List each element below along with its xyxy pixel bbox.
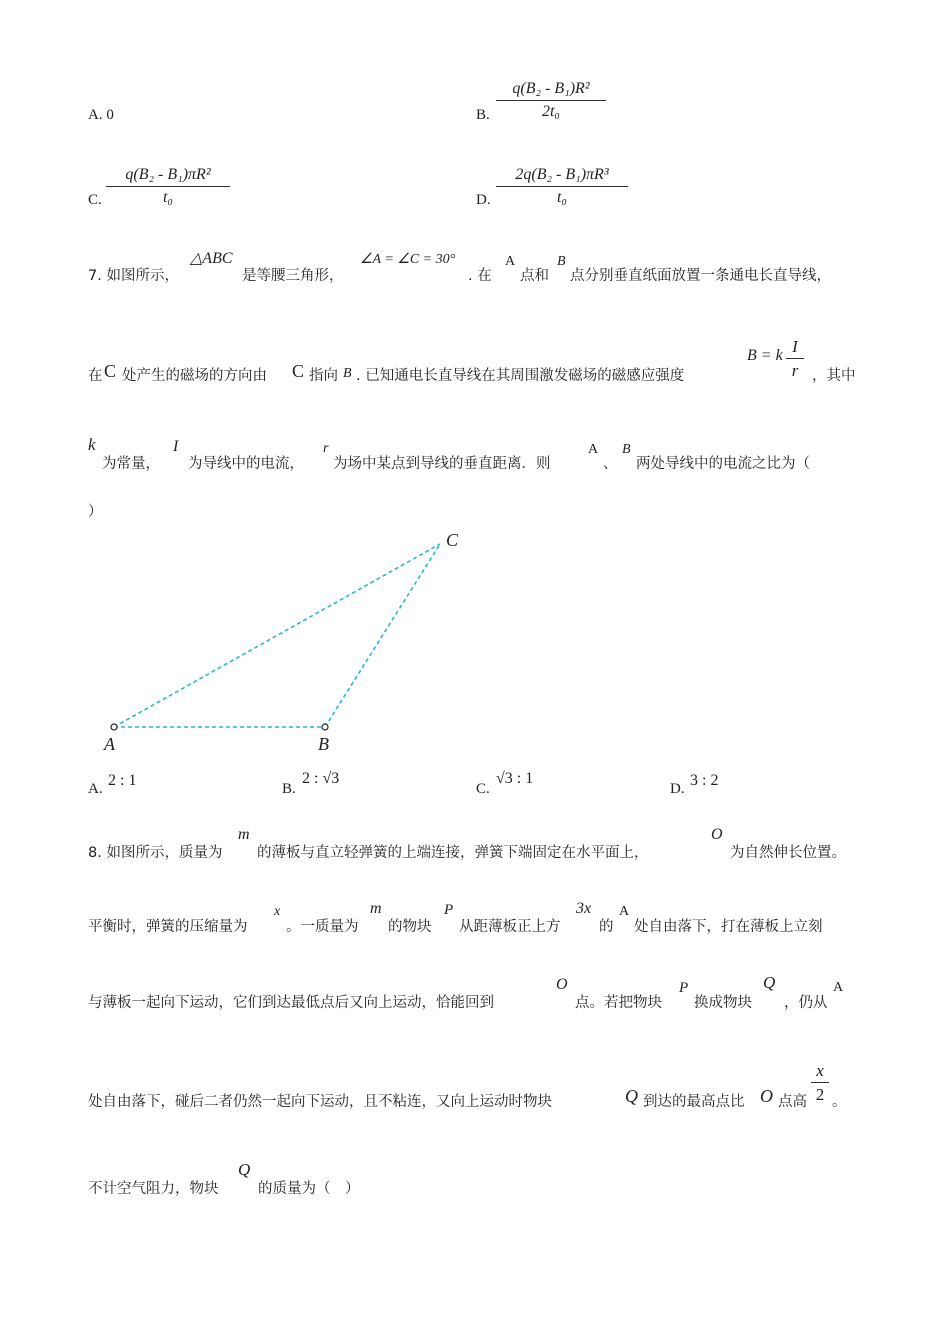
q7-text: 指向 [309, 368, 338, 384]
formula-denominator: r [791, 361, 799, 380]
option-a-label: A. [88, 781, 103, 797]
q7-text: 为场中某点到导线的垂直距离．则 [333, 456, 551, 472]
formula-i-over-r [786, 337, 804, 381]
q8-text: 到达的最高点比 [643, 1094, 745, 1110]
q7-prefix: 7. 如图所示， [88, 268, 179, 284]
q7-text: 是等腰三角形， [242, 268, 344, 284]
q8-text: 8. 如图所示，质量为 [88, 845, 223, 861]
q8-text: 不计空气阻力，物块 [88, 1181, 219, 1197]
option-b-6-formula [496, 80, 606, 121]
q8-text: 处自由落下，打在薄板上立刻 [634, 919, 823, 935]
segment-bc [325, 544, 440, 727]
q7-text: 点和 [520, 268, 549, 284]
option-c-value: √3 : 1 [496, 770, 534, 787]
q8-text: 换成物块 [694, 995, 752, 1011]
q8-text: 平衡时，弹簧的压缩量为 [88, 919, 248, 935]
i-symbol: I [173, 438, 179, 455]
option-b-value: 2 : √3 [302, 770, 340, 787]
option-d-label: D. [670, 781, 685, 797]
o-symbol: O [556, 976, 568, 993]
formula-denominator: t₀ [162, 189, 173, 206]
q7-text: 点分别垂直纸面放置一条通电长直导线， [570, 268, 831, 284]
option-c-label: C. [476, 781, 490, 797]
triangle-figure [95, 525, 475, 755]
o-symbol: O [711, 826, 723, 843]
point-c-symbol: C [104, 361, 117, 381]
q-symbol: Q [625, 1086, 638, 1106]
option-d-6-formula [496, 166, 628, 207]
q7-text: 为常量， [102, 456, 160, 472]
formula-numerator: 2q(B₂ - B₁)πR³ [515, 166, 609, 183]
option-c-6-formula [106, 166, 230, 207]
m-symbol: m [238, 826, 250, 843]
p-symbol: P [444, 902, 454, 918]
q7-text: 两处导线中的电流之比为（ [636, 456, 810, 472]
formula-denominator: 2 [815, 1085, 825, 1104]
option-a-6: A. 0 [88, 107, 114, 123]
point-b-symbol: B [557, 254, 566, 269]
formula-denominator: 2t₀ [541, 103, 560, 120]
x-over-2-fraction [811, 1061, 829, 1105]
q8-text: 的 [599, 919, 614, 935]
q7-text: 、 [603, 456, 618, 472]
formula-denominator: t₀ [556, 189, 567, 206]
formula-numerator: x [816, 1061, 824, 1080]
q8-text: 的物块 [388, 919, 432, 935]
q8-text: 。 [832, 1094, 847, 1110]
segment-ac [114, 544, 440, 727]
point-c-symbol: C [292, 361, 305, 381]
formula-numerator: q(B₂ - B₁)πR² [125, 166, 211, 183]
point-a-symbol: A [833, 980, 844, 995]
point-b [322, 724, 328, 730]
point-a-symbol: A [619, 904, 630, 919]
q8-text: 点。若把物块 [575, 995, 662, 1011]
formula-lhs: B = k [747, 347, 783, 364]
q-symbol: Q [763, 973, 776, 992]
p-symbol: P [679, 980, 689, 996]
q7-text: . 已知通电长直导线在其周围激发磁场的磁感应强度 [356, 368, 685, 384]
q7-text: 为导线中的电流， [188, 456, 304, 472]
q7-close-paren: ） [88, 504, 103, 520]
q8-text: 点高 [778, 1094, 807, 1110]
q8-text: 从距薄板正上方 [459, 919, 561, 935]
angle-equation: ∠A = ∠C = 30° [360, 252, 456, 267]
triangle-symbol: △ABC [190, 250, 233, 267]
o-symbol: O [760, 1086, 773, 1106]
formula-numerator: q(B₂ - B₁)R² [512, 80, 590, 97]
point-a [111, 724, 117, 730]
q7-text: ，其中 [812, 368, 856, 384]
m-symbol: m [370, 900, 382, 917]
q7-text: 处产生的磁场的方向由 [122, 368, 267, 384]
x-symbol: x [274, 904, 281, 919]
option-a-value: 2 : 1 [108, 772, 137, 789]
option-c-6-label: C. [88, 192, 102, 208]
point-a-symbol: A [588, 442, 599, 457]
k-symbol: k [88, 435, 96, 454]
q8-text: 与薄板一起向下运动，它们到达最低点后又向上运动，恰能回到 [88, 995, 494, 1011]
point-b-symbol: B [622, 442, 631, 457]
formula-numerator: I [792, 337, 798, 356]
label-b: B [318, 734, 329, 754]
label-a: A [104, 734, 115, 754]
q8-text: 。一质量为 [286, 919, 359, 935]
q8-text: 的薄板与直立轻弹簧的上端连接，弹簧下端固定在水平面上， [257, 845, 649, 861]
three-x-symbol: 3x [576, 900, 592, 917]
point-b-symbol: B [343, 366, 352, 381]
q8-text: 的质量为（ ） [258, 1181, 360, 1197]
point-a-symbol: A [505, 254, 516, 269]
r-symbol: r [323, 441, 329, 456]
label-c: C [446, 530, 459, 550]
q7-text: 在 [88, 368, 103, 384]
q8-text: 为自然伸长位置。 [730, 845, 846, 861]
q7-text: . 在 [468, 268, 492, 284]
option-d-6-label: D. [476, 192, 491, 208]
option-b-6-label: B. [476, 107, 490, 123]
q8-text: 处自由落下，碰后二者仍然一起向下运动，且不粘连，又向上运动时物块 [88, 1094, 552, 1110]
q8-text: ，仍从 [784, 995, 828, 1011]
option-d-value: 3 : 2 [690, 772, 719, 789]
option-b-label: B. [282, 781, 296, 797]
q-symbol: Q [238, 1160, 251, 1179]
